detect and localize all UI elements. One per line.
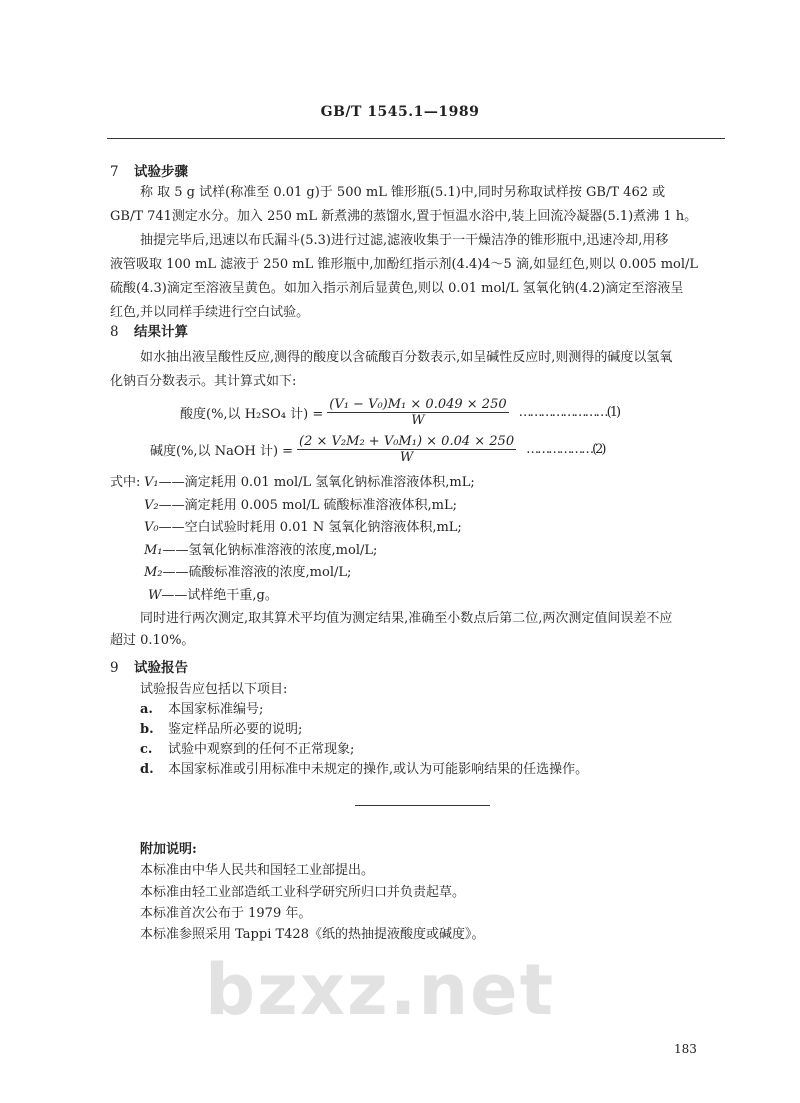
definition: ——硫酸标准溶液的浓度,mol/L; bbox=[162, 565, 352, 580]
section-9-heading bbox=[110, 656, 188, 676]
header-rule bbox=[107, 138, 725, 139]
section-7-para-2 bbox=[110, 229, 724, 325]
section-8-intro bbox=[110, 346, 724, 394]
section-7-heading bbox=[110, 160, 188, 180]
formula-label: 酸度(%,以 H₂SO₄ 计) = bbox=[180, 406, 324, 422]
section-number: 8 bbox=[110, 324, 119, 340]
list-item bbox=[140, 760, 588, 780]
where-label: 式中: bbox=[110, 475, 141, 490]
text-line: 同时进行两次测定,取其算术平均值为测定结果,准确至小数点后第二位,两次测定值间误差不应 bbox=[140, 611, 673, 626]
text-line: 超过 0.10%。 bbox=[110, 633, 195, 648]
item-letter: a. bbox=[140, 702, 153, 717]
additional-title: 附加说明: bbox=[140, 842, 197, 857]
list-intro: 试验报告应包括以下项目: bbox=[140, 682, 288, 697]
note-line: 本标准参照采用 Tappi T428《纸的热抽提液酸度或碱度》。 bbox=[140, 927, 485, 943]
list-item bbox=[140, 720, 588, 740]
numerator: (2 × V₂M₂ + V₀M₁) × 0.04 × 250 bbox=[299, 433, 515, 449]
formula-number: ……………………(1) bbox=[518, 404, 620, 420]
item-letter: c. bbox=[140, 742, 153, 757]
text-line: GB/T 741测定水分。加入 250 mL 新煮沸的蒸馏水,置于恒温水浴中,装上回流冷凝器(5.1)煮沸 1 h。 bbox=[110, 209, 698, 224]
symbol: M₂ bbox=[144, 565, 163, 580]
page-number: 183 bbox=[674, 1042, 697, 1056]
formula-fraction bbox=[297, 434, 516, 465]
symbol: M₁ bbox=[144, 542, 163, 558]
formula-number: ………………(2) bbox=[526, 441, 605, 457]
text-line: 化钠百分数表示。其计算式如下: bbox=[110, 374, 297, 389]
section-title: 试验报告 bbox=[134, 660, 188, 676]
section-number: 9 bbox=[110, 660, 119, 676]
definition: ——滴定耗用 0.005 mol/L 硫酸标准溶液体积,mL; bbox=[158, 497, 458, 513]
note-line: 本标准由中华人民共和国轻工业部提出。 bbox=[140, 863, 375, 879]
denominator: W bbox=[411, 412, 425, 428]
text-line: 如水抽出液呈酸性反应,测得的酸度以含硫酸百分数表示,如呈碱性反应时,则测得的碱度以氢氧 bbox=[140, 350, 673, 365]
section-8-heading bbox=[110, 320, 188, 340]
text-line: 称 取 5 g 试样(称准至 0.01 g)于 500 mL 锥形瓶(5.1)中,同时另称取试样按 GB/T 462 或 bbox=[140, 185, 666, 200]
text-line: 硫酸(4.3)滴定至溶液呈黄色。如加入指示剂后显黄色,则以 0.01 mol/L 氢氧化钠(4.2)滴定至溶液呈 bbox=[110, 281, 684, 296]
additional-notes bbox=[140, 839, 484, 945]
denominator: W bbox=[399, 449, 414, 465]
section-8-conclusion bbox=[110, 608, 724, 652]
list-item bbox=[140, 700, 588, 720]
section-number: 7 bbox=[110, 164, 119, 180]
section-title: 结果计算 bbox=[134, 324, 188, 340]
symbol: V₂ bbox=[144, 497, 159, 513]
section-title: 试验步骤 bbox=[134, 164, 188, 180]
note-line: 本标准由轻工业部造纸工业科学研究所归口并负责起草。 bbox=[140, 884, 466, 900]
text-line: 抽提完毕后,迅速以布氏漏斗(5.3)进行过滤,滤液收集于一干燥洁净的锥形瓶中,迅速冷却,用移 bbox=[140, 233, 669, 248]
report-items-list bbox=[140, 680, 588, 780]
item-letter: d. bbox=[140, 762, 154, 777]
text-line: 液管吸取 100 mL 滤液于 250 mL 锥形瓶中,加酚红指示剂(4.4)4～5 滴,如显红色,则以 0.005 mol/L bbox=[110, 257, 699, 272]
definition: ——氢氧化钠标准溶液的浓度,mol/L; bbox=[162, 542, 378, 558]
formula-label: 碱度(%,以 NaOH 计) = bbox=[150, 443, 294, 459]
watermark: bzxz.net bbox=[205, 949, 556, 1031]
formula-acidity bbox=[180, 392, 619, 432]
document-header: GB/T 1545.1—1989 bbox=[320, 104, 480, 120]
symbol: V₁ bbox=[144, 475, 159, 490]
formula-alkalinity bbox=[150, 429, 605, 469]
definition: ——试样绝干重,g。 bbox=[161, 587, 278, 603]
symbol: W bbox=[148, 587, 162, 603]
item-text: 试验中观察到的任何不正常现象; bbox=[168, 742, 355, 757]
formula-fraction bbox=[327, 397, 508, 428]
section-7-para-1 bbox=[110, 181, 724, 229]
symbol: V₀ bbox=[144, 520, 159, 535]
text-line: 红色,并以同样手续进行空白试验。 bbox=[110, 305, 310, 320]
numerator: (V₁ − V₀)M₁ × 0.049 × 250 bbox=[329, 396, 507, 412]
item-text: 本国家标准编号; bbox=[168, 702, 264, 717]
definition: ——滴定耗用 0.01 mol/L 氢氧化钠标准溶液体积,mL; bbox=[158, 475, 475, 490]
note-line: 本标准首次公布于 1979 年。 bbox=[140, 905, 312, 921]
end-divider bbox=[355, 805, 490, 806]
item-text: 本国家标准或引用标准中未规定的操作,或认为可能影响结果的任选操作。 bbox=[168, 762, 589, 777]
item-letter: b. bbox=[140, 722, 154, 737]
item-text: 鉴定样品所必要的说明; bbox=[168, 722, 303, 737]
definition: ——空白试验时耗用 0.01 N 氢氧化钠溶液体积,mL; bbox=[158, 520, 462, 535]
list-item bbox=[140, 740, 588, 760]
variable-definitions bbox=[110, 472, 475, 607]
